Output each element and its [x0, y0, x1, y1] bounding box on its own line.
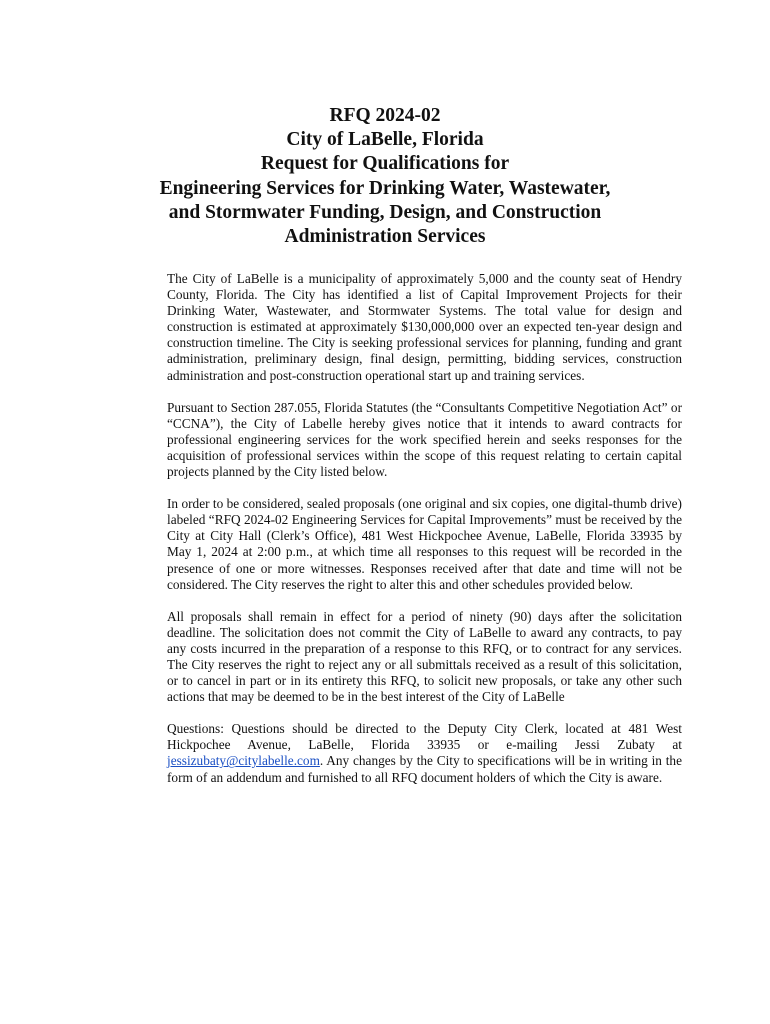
document-body	[167, 271, 682, 802]
title-line-6: Administration Services	[284, 226, 486, 248]
paragraph-validity: All proposals shall remain in effect for a period of ninety (90) days after the solicitation deadline. The solicitation does not commit the City of LaBelle to award any contracts, to pay any costs incurred in the preparation of a response to this RFQ, or to contract for any services. The City reserves the right to reject any or all submittals received as a result of this solicitation, or to cancel in part or in its entirety this RFQ, to solicit new proposals, or take any other such actions that may be deemed to be in the best interest of the City of LaBelle	[167, 608, 682, 705]
paragraph-ccna: Pursuant to Section 287.055, Florida Statutes (the “Consultants Competitive Negotiation Act” or “CCNA”), the City of Labelle hereby gives notice that it intends to award contracts for professional engineering services for the work specified herein and seeks responses for the acquisition of professional services within the scope of this request relating to certain capital projects planned by the City listed below.	[167, 399, 682, 480]
questions-text-after: . Any changes by the City to specifications will be in writing in the form of an addendum and furnished to all RFQ document holders of which the City is aware.	[167, 753, 682, 785]
paragraph-submission: In order to be considered, sealed proposals (one original and six copies, one digital-thumb drive) labeled “RFQ 2024-02 Engineering Services for Capital Improvements” must be received by the City at City Hall (Clerk’s Office), 481 West Hickpochee Avenue, LaBelle, Florida 33935 by May 1, 2024 at 2:00 p.m., at which time all responses to this request will be recorded in the presence of one or more witnesses. Responses received after that date and time will not be considered. The City reserves the right to alter this and other schedules provided below.	[167, 496, 682, 592]
questions-text-before: Questions: Questions should be directed to the Deputy City Clerk, located at 481 West Hickpochee Avenue, LaBelle, Florida 33935 or e-mailing Jessi Zubaty at	[167, 721, 682, 753]
paragraph-intro: The City of LaBelle is a municipality of approximately 5,000 and the county seat of Hendry County, Florida. The City has identified a list of Capital Improvement Projects for their Drinking Water, Wastewater, and Stormwater Systems. The total value for design and construction is estimated at approximately $130,000,000 over an expected ten-year design and construction timeline. The City is seeking professional services for planning, funding and grant administration, preliminary design, final design, permitting, bidding services, construction administration and post-construction operational start up and training services.	[167, 271, 682, 383]
title-line-4: Engineering Services for Drinking Water, Wastewater,	[159, 177, 611, 199]
title-rfq-number: RFQ 2024-02	[329, 105, 441, 126]
title-line-3: Request for Qualifications for	[260, 153, 510, 175]
email-link[interactable]: jessizubaty@citylabelle.com	[167, 753, 320, 769]
title-city: City of LaBelle, Florida	[286, 129, 484, 151]
paragraph-questions	[167, 721, 682, 785]
title-line-5: and Stormwater Funding, Design, and Construction	[168, 201, 602, 223]
document-title	[100, 104, 670, 249]
